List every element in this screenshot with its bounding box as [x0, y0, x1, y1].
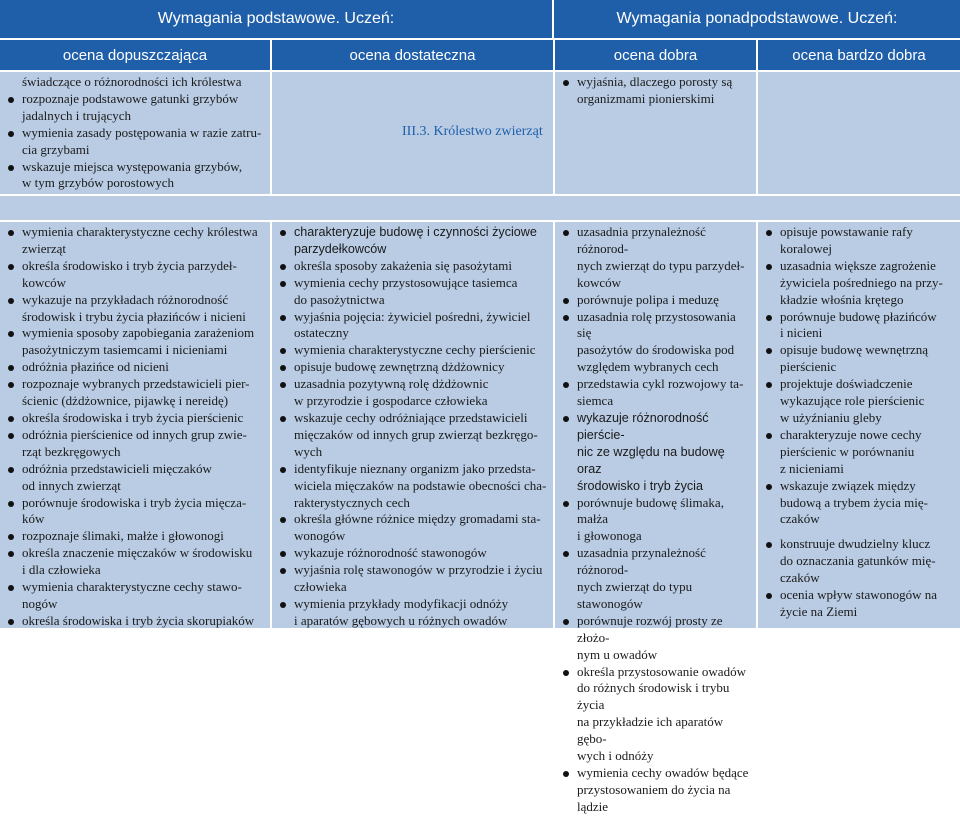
list-item: mięczaków od innych grup zwierząt bezkręgo- [294, 426, 538, 442]
list-item: żywiciela pośredniego na przy- [780, 274, 943, 290]
list-item: człowieka [294, 579, 347, 595]
list-item: porównuje rozwój prosty ze złożo- [563, 613, 752, 647]
list-item: opisuje budowę zewnętrzną dżdżownicy [280, 359, 549, 376]
list-item: przedstawia cykl rozwojowy ta- [563, 376, 752, 393]
list-item: ostateczny [294, 325, 349, 341]
list-item: i głowonoga [577, 528, 642, 544]
list-item: nym u owadów [577, 646, 658, 662]
list-item: ocenia wpływ stawonogów na [766, 587, 956, 604]
list-item: charakteryzuje nowe cechy [766, 427, 956, 444]
list-item: odróżnia przedstawicieli mięczaków [8, 461, 266, 478]
list-item: wskazuje związek między [766, 478, 956, 495]
list-item: pasożytniczym tasiemcami i nicieniami [22, 342, 228, 358]
list-item: rozpoznaje wybranych przedstawicieli pier- [8, 376, 266, 393]
list-item: określa środowiska i tryb życia skorupiaków [8, 613, 266, 630]
list-item: wykazuje na przykładach różnorodność [8, 292, 266, 309]
list-item: i dla człowieka [22, 562, 101, 578]
list-item: wymienia charakterystyczne cechy stawo- [8, 579, 266, 596]
list-item: opisuje budowę wewnętrzną [766, 342, 956, 359]
fungi-sufficient-cell [0, 72, 270, 194]
list-item: życie na Ziemi [780, 603, 858, 619]
animals-sufficient-cell [0, 222, 270, 628]
animals-very-good-cell [758, 222, 960, 628]
list-item: określa znaczenie mięczaków w środowisku [8, 545, 266, 562]
list-item: wiciela mięczaków na podstawie obecności cha- [294, 477, 547, 493]
list-item: siemca [577, 393, 614, 409]
list-item: nogów [22, 595, 58, 611]
list-item: wymienia przykłady modyfikacji odnóży [280, 596, 549, 613]
grade-satisfactory: ocena dostateczna [272, 40, 553, 70]
list-item: wykazuje różnorodność stawonogów [280, 545, 549, 562]
list-item: uzasadnia rolę przystosowania się [563, 309, 752, 343]
list-item: opisuje powstawanie rafy [766, 224, 956, 241]
list-item: środowisk i trybu życia płazińców i nicieni [22, 308, 246, 324]
grade-sufficient: ocena dopuszczająca [0, 40, 270, 70]
list-item: z nicieniami [780, 460, 844, 476]
list-item: uzasadnia przynależność różnorod- [563, 224, 752, 258]
list-item: wymienia cechy przystosowujące tasiemca [280, 275, 549, 292]
list-item: konstruuje dwudzielny klucz [766, 536, 956, 553]
list-item: wykazuje różnorodność pierście- [563, 410, 752, 444]
list-item: porównuje budowę ślimaka, małża [563, 495, 752, 529]
list-item: porównuje środowiska i tryb życia mięcza- [8, 495, 266, 512]
list-item: względem wybranych cech [577, 359, 719, 375]
list-item: wyjaśnia, dlaczego porosty są [563, 74, 752, 91]
list-item: rozpoznaje podstawowe gatunki grzybów [8, 91, 266, 108]
list-item: kładzie włośnia krętego [780, 291, 904, 307]
list-item: nych zwierząt do typu parzydeł- [577, 257, 745, 273]
list-item: kowców [577, 274, 622, 290]
list-item: wyjaśnia rolę stawonogów w przyrodzie i życiu [280, 562, 549, 579]
list-item: parzydełkowców [294, 241, 387, 256]
list-item: do oznaczania gatunków mię- [780, 553, 936, 569]
list-item: nych zwierząt do typu stawonogów [577, 579, 693, 611]
list-item [766, 528, 956, 536]
fungi-very-good-cell [758, 72, 960, 194]
list-item: wonogów [294, 528, 346, 544]
list-item: rząt bezkręgowych [22, 443, 121, 459]
list-item: wymienia cechy owadów będące [563, 765, 752, 782]
list-item: wykazujące role pierścienic [780, 393, 925, 409]
section-band [0, 196, 960, 220]
list-item: koralowej [780, 240, 832, 256]
list-item: do pasożytnictwa [294, 291, 385, 307]
list-item: nic ze względu na budowę oraz [577, 444, 725, 476]
list-item: w przyrodzie i gospodarce człowieka [294, 393, 488, 409]
grade-very-good: ocena bardzo dobra [758, 40, 960, 70]
list-item: odróżnia płazińce od nicieni [8, 359, 266, 376]
list-item: zwierząt [22, 240, 67, 256]
list-item: pasożytów do środowiska pod [577, 342, 735, 358]
list-item: rozpoznaje ślimaki, małże i głowonogi [8, 528, 266, 545]
list-item: budową a trybem życia mię- [780, 494, 928, 510]
list-item: jadalnych i trujących [22, 107, 132, 123]
table-body [0, 72, 960, 814]
list-item: cia grzybami [22, 141, 90, 157]
list-item: i nicieni [780, 325, 823, 341]
list-item: wskazuje miejsca występowania grzybów, [8, 159, 266, 176]
list-item: ków [22, 511, 45, 527]
list-item: czaków [780, 511, 820, 527]
list-item: do różnych środowisk i trybu życia [577, 680, 730, 713]
list-item: uzasadnia przynależność różnorod- [563, 545, 752, 579]
list-item: i aparatów gębowych u różnych owadów [294, 612, 508, 628]
list-item: określa główne różnice między gromadami sta- [280, 511, 549, 528]
list-item: czaków [780, 570, 820, 586]
header-basic-requirements: Wymagania podstawowe. Uczeń: [0, 0, 552, 38]
list-item: wymienia charakterystyczne cechy pierścienic [280, 342, 549, 359]
table-row-section [0, 196, 960, 220]
section-title: III.3. Królestwo zwierząt [402, 124, 543, 139]
list-item: wych i odnóży [577, 748, 654, 764]
list-item: na przykładzie ich aparatów gębo- [577, 714, 724, 747]
list-item: porównuje polipa i meduzę [563, 292, 752, 309]
list-item: wyjaśnia pojęcia: żywiciel pośredni, żywiciel [280, 309, 549, 326]
list-item: identyfikuje nieznany organizm jako przedsta- [280, 461, 549, 478]
list-item: w użyźnianiu gleby [780, 409, 882, 425]
animals-satisfactory-cell [272, 222, 553, 628]
grade-good: ocena dobra [555, 40, 756, 70]
list-item: wych [294, 443, 323, 459]
list-item: określa sposoby zakażenia się pasożytami [280, 258, 549, 275]
list-item: świadczące o różnorodności ich królestwa [22, 74, 242, 89]
list-item: wymienia sposoby zapobiegania zarażeniom [8, 325, 266, 342]
fungi-good-cell [555, 72, 756, 194]
list-item: projektuje doświadczenie [766, 376, 956, 393]
list-item: organizmami pionierskimi [577, 90, 715, 106]
table-row-animals [0, 222, 960, 814]
list-item: uzasadnia pozytywną rolę dżdżownic [280, 376, 549, 393]
list-item: porównuje budowę płazińców [766, 309, 956, 326]
list-item: od innych zwierząt [22, 477, 121, 493]
list-item: charakteryzuje budowę i czynności życiowe [280, 224, 549, 241]
list-item: odróżnia pierścienice od innych grup zwie- [8, 427, 266, 444]
list-item: wskazuje cechy odróżniające przedstawicieli [280, 410, 549, 427]
list-item: wymienia charakterystyczne cechy królestwa [8, 224, 266, 241]
list-item: rakterystycznych cech [294, 494, 410, 510]
list-item: w tym grzybów porostowych [22, 175, 175, 191]
list-item: uzasadnia większe zagrożenie [766, 258, 956, 275]
header-row-requirements [0, 0, 960, 38]
list-item: ścienic (dżdżownice, pijawkę i nereidę) [22, 393, 229, 409]
header-row-grades [0, 40, 960, 70]
list-item: kowców [22, 274, 67, 290]
header-advanced-requirements: Wymagania ponadpodstawowe. Uczeń: [554, 0, 960, 38]
list-item: pierścienic w porównaniu [780, 443, 915, 459]
list-item: określa środowiska i tryb życia pierścienic [8, 410, 266, 427]
list-item: określa przystosowanie owadów [563, 664, 752, 681]
list-item: pierścienic [780, 359, 837, 375]
list-item: środowisko i tryb życia [577, 478, 703, 493]
list-item: określa środowisko i tryb życia parzydeł- [8, 258, 266, 275]
list-item: wymienia zasady postępowania w razie zatru- [8, 125, 266, 142]
list-item: przystosowaniem do życia na lądzie [577, 781, 731, 814]
animals-good-cell [555, 222, 756, 814]
